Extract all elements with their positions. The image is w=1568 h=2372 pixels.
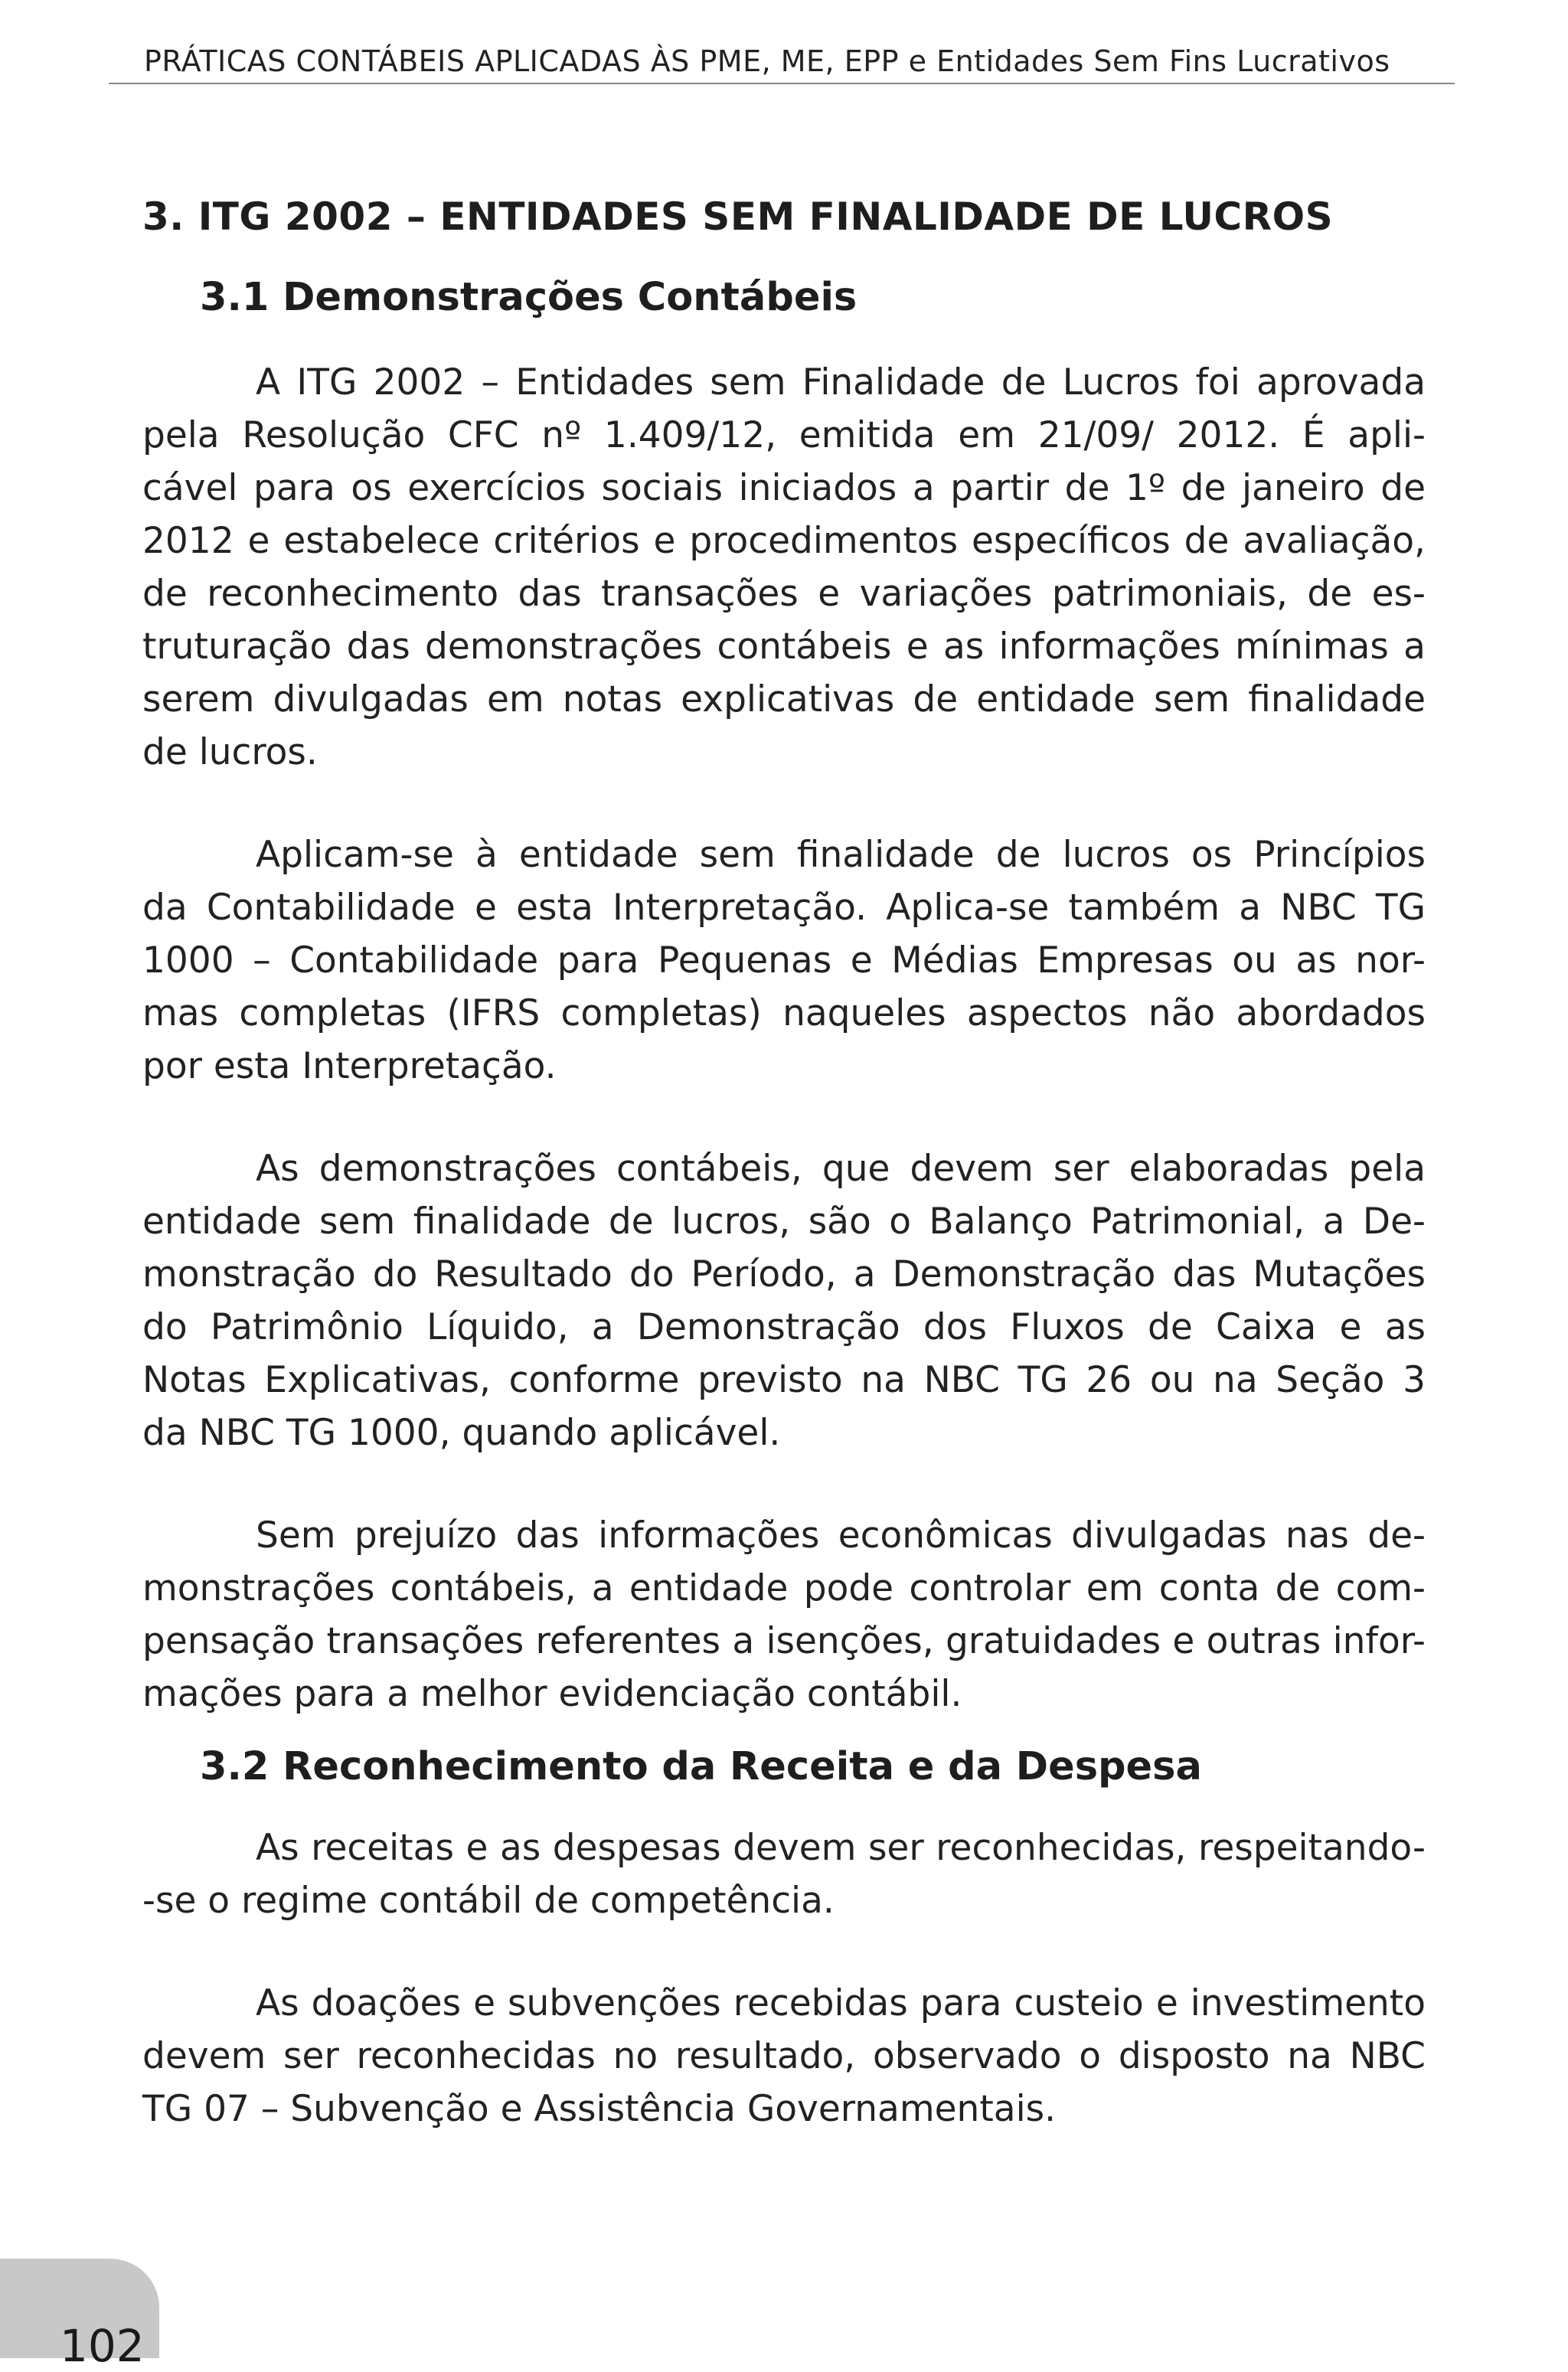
text-line: cável para os exercícios sociais iniciados a partir de 1º de janeiro de bbox=[142, 467, 1426, 509]
text-line: As doações e subvenções recebidas para custeio e investimento bbox=[256, 1982, 1426, 2024]
paragraph-itg-approval bbox=[142, 356, 1426, 779]
text-line: As demonstrações contábeis, que devem ser elaboradas pela bbox=[256, 1148, 1426, 1190]
section-3-1-title: 3.1 Demonstrações Contábeis bbox=[200, 275, 858, 320]
text-line: serem divulgadas em notas explicativas de entidade sem finalidade bbox=[142, 678, 1426, 720]
text-line: As receitas e as despesas devem ser reconhecidas, respeitando- bbox=[256, 1827, 1426, 1869]
text-line: de lucros. bbox=[142, 731, 318, 773]
page-content bbox=[142, 190, 1426, 2135]
text-line: 1000 – Contabilidade para Pequenas e Médias Empresas ou as nor- bbox=[142, 939, 1426, 982]
chapter-title: 3. ITG 2002 – ENTIDADES SEM FINALIDADE DE LUCROS bbox=[142, 194, 1334, 239]
text-line: monstração do Resultado do Período, a Demonstração das Mutações bbox=[142, 1253, 1426, 1295]
text-line: entidade sem finalidade de lucros, são o Balanço Patrimonial, a De- bbox=[142, 1201, 1426, 1243]
text-line: 2012 e estabelece critérios e procedimentos específicos de avaliação, bbox=[142, 520, 1426, 562]
text-line: da NBC TG 1000, quando aplicável. bbox=[142, 1412, 781, 1454]
text-line: pensação transações referentes a isenções, gratuidades e outras infor- bbox=[142, 1620, 1426, 1662]
page-number: 102 bbox=[60, 2320, 145, 2372]
text-line: de reconhecimento das transações e variações patrimoniais, de es- bbox=[142, 573, 1426, 615]
text-line: Aplicam-se à entidade sem finalidade de lucros os Princípios bbox=[256, 834, 1426, 876]
paragraph-recognition bbox=[142, 1821, 1426, 1927]
text-line: pela Resolução CFC nº 1.409/12, emitida em 21/09/ 2012. É apli- bbox=[142, 414, 1426, 456]
paragraph-compensation-account bbox=[142, 1509, 1426, 1720]
paragraph-statements bbox=[142, 1142, 1426, 1459]
text-line: mações para a melhor evidenciação contábil. bbox=[142, 1673, 962, 1715]
text-line: Notas Explicativas, conforme previsto na NBC TG 26 ou na Seção 3 bbox=[142, 1359, 1426, 1401]
text-line: truturação das demonstrações contábeis e as informações mínimas a bbox=[142, 626, 1426, 668]
header-divider bbox=[109, 83, 1455, 84]
paragraph-donations bbox=[142, 1977, 1426, 2135]
text-line: monstrações contábeis, a entidade pode controlar em conta de com- bbox=[142, 1567, 1426, 1609]
text-line: mas completas (IFRS completas) naqueles aspectos não abordados bbox=[142, 992, 1426, 1034]
text-line: do Patrimônio Líquido, a Demonstração dos Fluxos de Caixa e as bbox=[142, 1306, 1426, 1348]
text-line: TG 07 – Subvenção e Assistência Governamentais. bbox=[142, 2088, 1057, 2130]
section-3-2-title: 3.2 Reconhecimento da Receita e da Despesa bbox=[200, 1744, 1202, 1789]
text-line: por esta Interpretação. bbox=[142, 1045, 557, 1087]
text-line: devem ser reconhecidas no resultado, observado o disposto na NBC bbox=[142, 2035, 1426, 2077]
paragraph-principles bbox=[142, 828, 1426, 1093]
text-line: -se o regime contábil de competência. bbox=[142, 1880, 835, 1922]
running-header-title: PRÁTICAS CONTÁBEIS APLICADAS ÀS PME, ME, EPP e Entidades Sem Fins Lucrativos bbox=[144, 44, 1390, 78]
text-line: da Contabilidade e esta Interpretação. Aplica-se também a NBC TG bbox=[142, 887, 1426, 929]
text-line: Sem prejuízo das informações econômicas divulgadas nas de- bbox=[256, 1514, 1426, 1557]
text-line: A ITG 2002 – Entidades sem Finalidade de Lucros foi aprovada bbox=[256, 361, 1426, 404]
